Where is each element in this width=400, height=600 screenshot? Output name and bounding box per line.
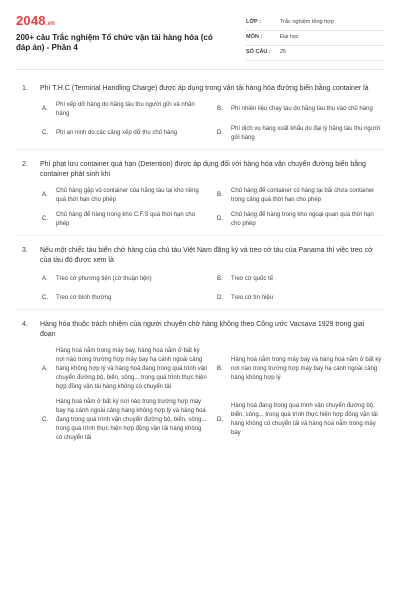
option-letter: A. (42, 192, 48, 199)
question-number: 2. (22, 160, 28, 168)
question-4 (22, 320, 384, 443)
meta-label: MÔN : (246, 34, 263, 41)
option-text: Treo cờ quốc tế (231, 275, 274, 282)
option-letter: D. (217, 416, 223, 423)
option-text: Treo cờ tín hiệu (231, 294, 274, 301)
meta-table (246, 16, 384, 61)
page-header (16, 12, 384, 61)
question-divider (16, 149, 384, 150)
option-text: Phí dịch vụ hàng xuất khẩu do đại lý hãng tàu thu người gửi hàng (231, 125, 381, 141)
option-b[interactable] (217, 187, 384, 205)
question-body (40, 246, 384, 303)
question-number: 3. (22, 246, 28, 254)
option-text: Phí nhiên liệu chạy tàu do hãng tàu thu vào chủ hàng (231, 106, 373, 112)
option-text: Treo cờ bình thường (56, 294, 112, 301)
meta-value: 25 (280, 49, 287, 56)
answer-options (42, 347, 384, 443)
question-list (16, 84, 384, 443)
logo-main: 2048 (16, 13, 46, 28)
option-d[interactable] (217, 211, 384, 229)
option-letter: B. (217, 365, 223, 372)
option-c[interactable] (42, 398, 209, 443)
option-letter: A. (42, 275, 48, 282)
answer-options (42, 187, 384, 229)
option-text: Chủ hàng để hàng trong kho ngoại quan quá thời hạn cho phép (231, 211, 374, 227)
meta-value: Đại học (280, 34, 299, 41)
option-d[interactable] (217, 294, 384, 303)
question-body (40, 320, 384, 443)
option-c[interactable] (42, 294, 209, 303)
option-c[interactable] (42, 125, 209, 143)
header-left (16, 12, 221, 61)
option-a[interactable] (42, 347, 209, 392)
answer-options (42, 101, 384, 143)
option-text: Hàng hoá nằm ở bất kỳ nơi nào trong trường hợp máy bay hạ cánh ngoài cảng hàng không hợp lý và hàng hoá đang trong quá trình vận chuyển đường bộ, biển, sông... trong quá trình thực hiện hợp đồng vận tải hàng không có chuyển tải (56, 398, 207, 441)
option-letter: B. (217, 106, 223, 113)
meta-row-subject (246, 31, 384, 46)
option-letter: D. (217, 294, 223, 301)
option-text: Chủ hàng để hàng trong kho C.F.S quá thời hạn cho phép (56, 211, 196, 227)
option-text: Chủ hàng gặp vỏ container của hãng tàu tại kho riêng quá thời hạn cho phép (56, 187, 199, 203)
option-letter: C. (42, 416, 48, 423)
logo-suffix: .vn (45, 21, 56, 27)
question-2 (22, 160, 384, 229)
option-b[interactable] (217, 347, 384, 392)
option-d[interactable] (217, 125, 384, 143)
question-number: 4. (22, 320, 28, 328)
option-letter: B. (217, 275, 223, 282)
option-a[interactable] (42, 275, 209, 284)
question-divider (16, 235, 384, 236)
option-text: Hàng hoá đang trong quá trình vận chuyển đường bộ, biển, sông... trong quá trình thực hiện hợp đồng vận tải hàng không có chuyển tải và hàng hoá nằm trong máy bay (231, 403, 378, 436)
option-letter: C. (42, 294, 48, 301)
question-text: Hàng hóa thuộc trách nhiệm của người chuyên chở hàng không theo Công ước Vacsava 1929 trong giai đoạn (40, 320, 365, 338)
question-body (40, 160, 384, 229)
option-a[interactable] (42, 187, 209, 205)
option-b[interactable] (217, 101, 384, 119)
question-text: Nếu một chiếc tàu biển chở hàng của chủ tàu Việt Nam đăng ký và treo cờ tàu của Panama thì việc treo cờ của tàu đó được xem là (40, 246, 373, 264)
option-text: Hàng hoá nằm trong máy bay, hàng hoá nằm ở bất kỳ nơi nào trong trường hợp máy bay hạ cánh ngoài cảng hàng không hợp lý và hàng hoá đang trong quá trình vận chuyển đường bộ, biển, sông... trong quá trình thực hiện hợp đồng vận tải hàng không có chuyển tải (56, 347, 208, 390)
option-letter: C. (42, 130, 48, 137)
option-letter: D. (217, 130, 223, 137)
meta-row-class (246, 16, 384, 31)
option-text: Treo cờ phương tiện (cờ thuận tiện) (56, 275, 152, 282)
question-body (40, 84, 384, 143)
meta-row-count (246, 46, 384, 61)
meta-label: SỐ CÂU : (246, 49, 271, 56)
header-divider (16, 69, 384, 70)
site-logo[interactable] (16, 12, 221, 28)
question-1 (22, 84, 384, 143)
option-text: Hàng hoá nằm trong máy bay và hàng hoá nằm ở bất kỳ nơi nào trong trường hợp máy bay hạ cánh ngoài cảng hàng không hợp lý (231, 356, 382, 381)
option-letter: B. (217, 192, 223, 199)
option-c[interactable] (42, 211, 209, 229)
option-letter: C. (42, 216, 48, 223)
page-title: 200+ câu Trắc nghiệm Tổ chức vận tải hàng hóa (có đáp án) - Phần 4 (16, 33, 213, 53)
question-number: 1. (22, 85, 28, 92)
question-text: Phí T.H.C (Terminal Handling Charge) được áp dụng trong vận tải hàng hóa đường biển bằng container là (40, 85, 369, 92)
option-text: Chủ hàng để container có hàng tại bãi chứa container trong cảng quá thời hạn cho phép (231, 187, 375, 203)
option-letter: D. (217, 216, 223, 223)
option-b[interactable] (217, 275, 384, 284)
option-a[interactable] (42, 101, 209, 119)
option-text: Phí an ninh do các cảng xếp dỡ thu chủ hàng (56, 130, 178, 136)
answer-options (42, 275, 384, 303)
meta-label: LỚP : (246, 19, 261, 26)
question-divider (16, 309, 384, 310)
meta-value: Trắc nghiệm tổng hợp (280, 19, 334, 26)
option-letter: A. (42, 106, 48, 113)
question-3 (22, 246, 384, 303)
option-text: Phí xếp dỡ hàng do hãng tàu thu người gửi và nhận hàng (56, 101, 195, 117)
option-d[interactable] (217, 398, 384, 443)
question-text: Phí phạt lưu container quá hạn (Detention) được áp dụng đối với hàng hóa vận chuyển đường biển bằng container phát sinh khi (40, 160, 366, 178)
option-letter: A. (42, 365, 48, 372)
